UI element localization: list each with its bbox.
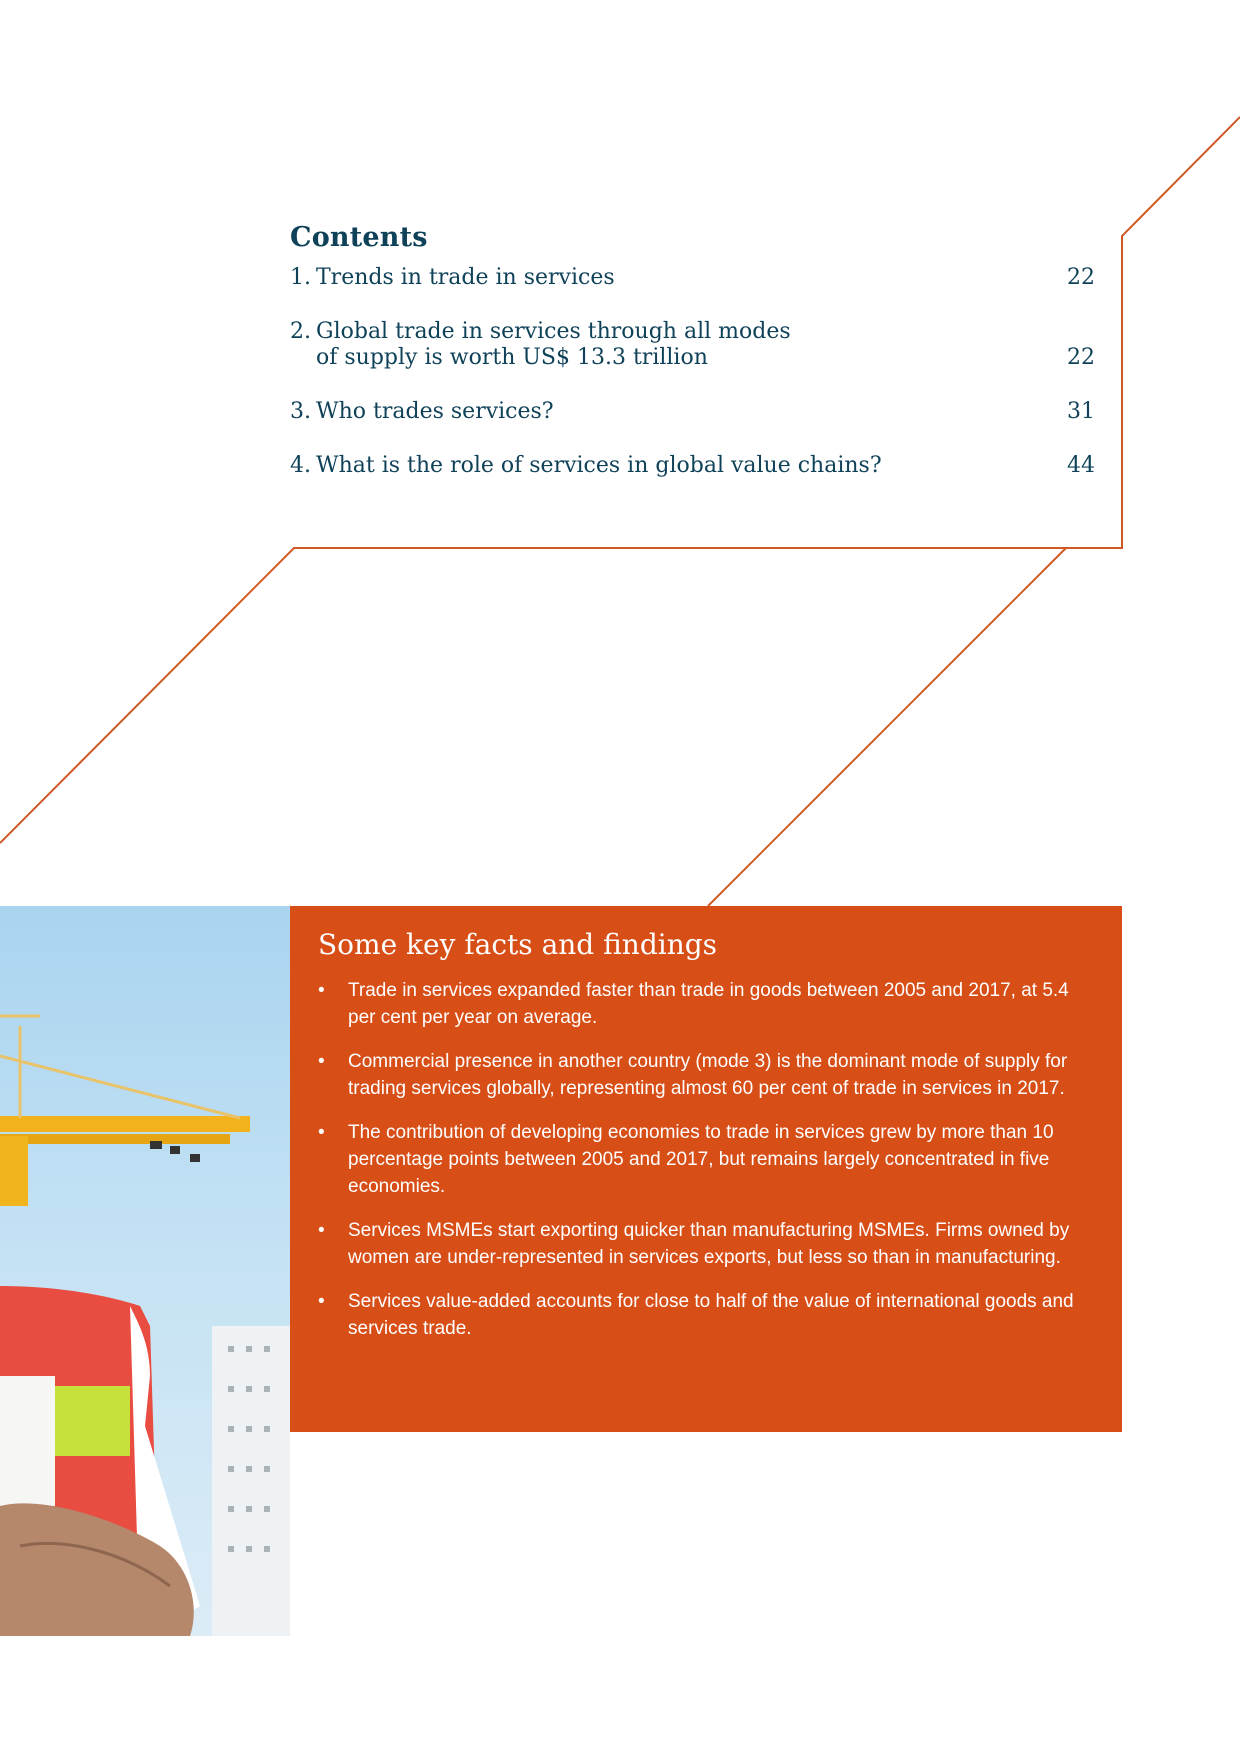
key-fact-item xyxy=(318,977,1094,1031)
photo-illustration xyxy=(0,906,290,1636)
key-facts-panel xyxy=(290,906,1122,1432)
key-facts-list xyxy=(318,977,1094,1342)
bullet-icon: • xyxy=(318,1220,325,1241)
worker-graphic xyxy=(0,1286,200,1636)
key-fact-item xyxy=(318,1119,1094,1200)
toc-entry-title xyxy=(316,265,615,291)
toc-entry-number: 2. xyxy=(290,319,311,344)
key-fact-text: Trade in services expanded faster than trade in goods between 2005 and 2017, at 5.4 per cent per year on average. xyxy=(348,980,1069,1028)
key-fact-item xyxy=(318,1217,1094,1271)
toc-entry-title xyxy=(316,399,554,425)
toc-entry-title xyxy=(316,453,882,479)
key-fact-item xyxy=(318,1048,1094,1102)
contents-title: Contents xyxy=(290,222,428,253)
toc-entry-text xyxy=(290,265,615,291)
toc-entry-page: 44 xyxy=(1067,453,1095,478)
toc-entry-number: 1. xyxy=(290,265,311,290)
toc-entry-title-line: Who trades services? xyxy=(316,399,554,424)
toc-entry-title xyxy=(316,319,791,371)
toc-entry-page: 22 xyxy=(1067,345,1095,370)
building-graphic xyxy=(212,1326,290,1636)
toc-entry-number: 4. xyxy=(290,453,311,478)
toc-entry-title-line: Global trade in services through all modes xyxy=(316,319,791,344)
toc-entry-title-line: Trends in trade in services xyxy=(316,265,615,290)
crane-graphic xyxy=(0,1016,250,1206)
key-fact-text: Services MSMEs start exporting quicker than manufacturing MSMEs. Firms owned by women are under-represented in services exports, but less so than in manufacturing. xyxy=(348,1220,1070,1268)
key-facts-title: Some key facts and findings xyxy=(318,928,718,961)
toc-entry-number: 3. xyxy=(290,399,311,424)
bullet-icon: • xyxy=(318,1122,325,1143)
toc-entry-1[interactable] xyxy=(290,265,1095,291)
toc-entry-title-line: of supply is worth US$ 13.3 trillion xyxy=(316,345,708,370)
bullet-icon: • xyxy=(318,1051,325,1072)
bullet-icon: • xyxy=(318,980,325,1001)
key-fact-item xyxy=(318,1288,1094,1342)
toc-entry-title-line: What is the role of services in global value chains? xyxy=(316,453,882,478)
toc-entry-text xyxy=(290,453,882,479)
toc-entry-text xyxy=(290,319,791,371)
key-fact-text: Commercial presence in another country (mode 3) is the dominant mode of supply for trading services globally, representing almost 60 per cent of trade in services in 2017. xyxy=(348,1051,1068,1099)
toc-entry-3[interactable] xyxy=(290,399,1095,425)
connector-diagonal-line xyxy=(708,548,1066,906)
contents-section xyxy=(290,222,1095,507)
toc-entry-4[interactable] xyxy=(290,453,1095,479)
toc-entry-page: 31 xyxy=(1067,399,1095,424)
bullet-icon: • xyxy=(318,1291,325,1312)
toc-entry-page: 22 xyxy=(1067,265,1095,290)
toc-entry-2[interactable] xyxy=(290,319,1095,371)
construction-worker-photo xyxy=(0,906,290,1636)
toc-entry-text xyxy=(290,399,554,425)
key-fact-text: Services value-added accounts for close to half of the value of international goods and services trade. xyxy=(348,1291,1074,1339)
key-fact-text: The contribution of developing economies to trade in services grew by more than 10 percentage points between 2005 and 2017, but remains largely concentrated in five economies. xyxy=(348,1122,1054,1197)
